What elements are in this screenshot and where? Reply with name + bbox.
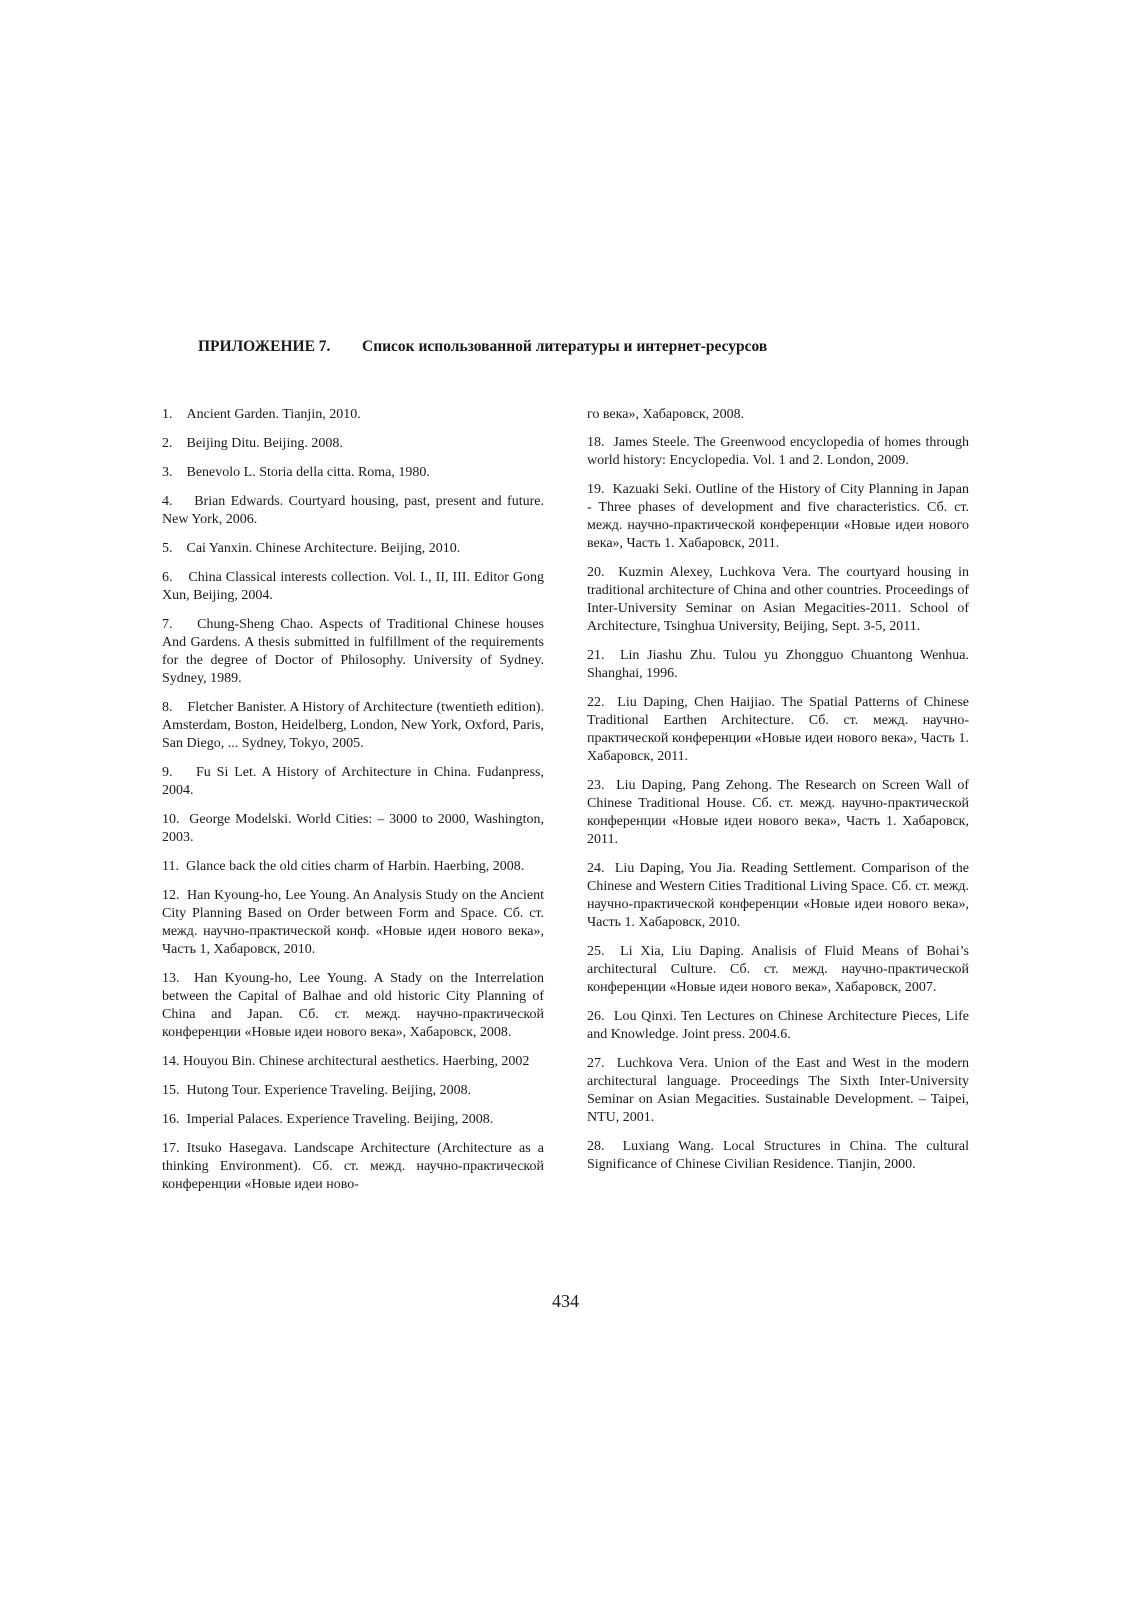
appendix-heading [198, 338, 998, 356]
reference-entry: 2. Beijing Ditu. Beijing. 2008. [162, 436, 343, 451]
reference-entry: 4. Brian Edwards. Courtyard housing, past, present and future. New York, 2006. [162, 494, 544, 527]
reference-entry: 16. Imperial Palaces. Experience Traveling. Beijing, 2008. [162, 1112, 494, 1127]
reference-entry: 27. Luchkova Vera. Union of the East and West in the modern architectural language. Proceedings The Sixth Inter-University Seminar on Asian Megacities. Sustainable Development. – Taipei, NTU, 2001. [587, 1056, 969, 1125]
reference-entry-continuation: го века», Хабаровск, 2008. [587, 407, 745, 422]
reference-entry: 15. Hutong Tour. Experience Traveling. Beijing, 2008. [162, 1083, 472, 1098]
reference-entry: 1. Ancient Garden. Tianjin, 2010. [162, 407, 361, 422]
reference-entry: 17. Itsuko Hasegava. Landscape Architecture (Architecture as a thinking Environment). Сб. ст. межд. научно-практической конференции «Новые идеи ново- [162, 1141, 544, 1192]
reference-entry: 26. Lou Qinxi. Ten Lectures on Chinese Architecture Pieces, Life and Knowledge. Joint press. 2004.6. [587, 1009, 969, 1042]
reference-entry: 10. George Modelski. World Cities: – 3000 to 2000, Washington, 2003. [162, 812, 544, 845]
reference-entry: 11. Glance back the old cities charm of Harbin. Haerbing, 2008. [162, 859, 525, 874]
reference-entry: 24. Liu Daping, You Jia. Reading Settlement. Comparison of the Chinese and Western Cities Traditional Living Space. Сб. ст. межд. научно-практической конференции «Новые идеи нового века», Часть 1. Хабаровск, 2010. [587, 861, 969, 930]
reference-entry: 28. Luxiang Wang. Local Structures in China. The cultural Significance of Chinese Civilian Residence. Tianjin, 2000. [587, 1139, 969, 1172]
reference-entry: 12. Han Kyoung-ho, Lee Young. An Analysis Study on the Ancient City Planning Based on Order between Form and Space. Сб. ст. межд. научно-практической конф. «Новые идеи нового века», Часть 1, Хабаровск, 2010. [162, 888, 544, 957]
reference-entry: 3. Benevolo L. Storia della citta. Roma, 1980. [162, 465, 430, 480]
bibliography-left-column [162, 406, 544, 1205]
reference-entry: 25. Li Xia, Liu Daping. Analisis of Fluid Means of Bohai’s architectural Culture. Сб. ст. межд. научно-практической конференции «Новые идеи нового века», Хабаровск, 2007. [587, 944, 969, 995]
reference-entry: 21. Lin Jiashu Zhu. Tulou yu Zhongguo Chuantong Wenhua. Shanghai, 1996. [587, 648, 969, 681]
appendix-title: Список использованной литературы и интернет-ресурсов [362, 338, 768, 355]
appendix-label: ПРИЛОЖЕНИЕ 7. [198, 338, 331, 355]
reference-entry: 22. Liu Daping, Chen Haijiao. The Spatial Patterns of Chinese Traditional Earthen Architecture. Сб. ст. межд. научно-практической конференции «Новые идеи нового века», Часть 1. Хабаровск, 2011. [587, 695, 969, 764]
reference-entry: 18. James Steele. The Greenwood encyclopedia of homes through world history: Encyclopedia. Vol. 1 and 2. London, 2009. [587, 435, 969, 468]
page-number: 434 [552, 1291, 579, 1311]
reference-entry: 9. Fu Si Let. A History of Architecture in China. Fudanpress, 2004. [162, 765, 544, 798]
reference-entry: 7. Chung-Sheng Chao. Aspects of Traditional Chinese houses And Gardens. A thesis submitted in fulfillment of the requirements for the degree of Doctor of Philosophy. University of Sydney. Sydney, 1989. [162, 617, 544, 686]
reference-entry: 20. Kuzmin Alexey, Luchkova Vera. The courtyard housing in traditional architecture of China and other countries. Proceedings of Inter-University Seminar on Asian Megacities-2011. School of Architecture, Tsinghua University, Beijing, Sept. 3-5, 2011. [587, 565, 969, 634]
reference-entry: 23. Liu Daping, Pang Zehong. The Research on Screen Wall of Chinese Traditional House. Сб. ст. межд. научно-практической конференции «Новые идеи нового века», Часть 1. Хабаровск, 2011. [587, 778, 969, 847]
reference-entry: 19. Kazuaki Seki. Outline of the History of City Planning in Japan - Three phases of development and five characteristics. Сб. ст. межд. научно-практической конференции «Новые идеи нового века», Часть 1. Хабаровск, 2011. [587, 482, 969, 551]
reference-entry: 5. Cai Yanxin. Chinese Architecture. Beijing, 2010. [162, 541, 461, 556]
reference-entry: 14. Houyou Bin. Chinese architectural aesthetics. Haerbing, 2002 [162, 1054, 530, 1069]
reference-entry: 8. Fletcher Banister. A History of Architecture (twentieth edition). Amsterdam, Boston, Heidelberg, London, New York, Oxford, Paris, San Diego, ... Sydney, Tokyo, 2005. [162, 700, 544, 751]
reference-entry: 6. China Classical interests collection. Vol. I., II, III. Editor Gong Xun, Beijing, 2004. [162, 570, 544, 603]
bibliography-right-column [587, 406, 969, 1185]
reference-entry: 13. Han Kyoung-ho, Lee Young. A Stady on the Interrelation between the Capital of Balhae and old historic City Planning of China and Japan. Сб. ст. межд. научно-практической конференции «Новые идеи нового века», Хабаровск, 2008. [162, 971, 544, 1040]
